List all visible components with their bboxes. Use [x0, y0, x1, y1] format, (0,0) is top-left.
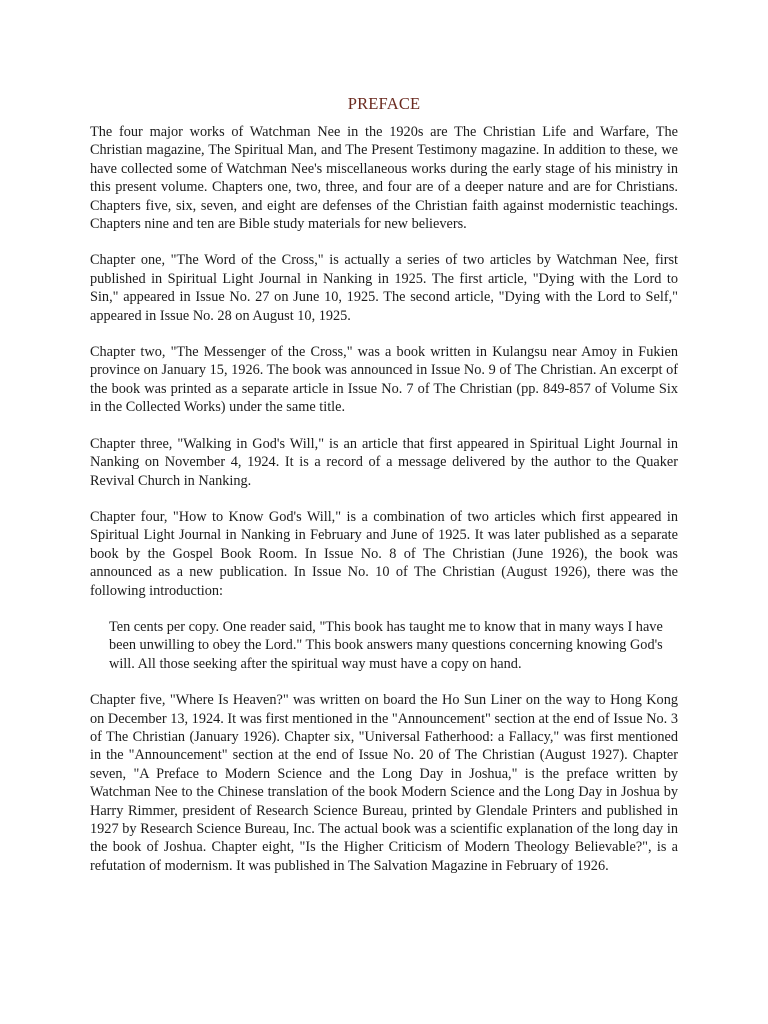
- paragraph-intro: The four major works of Watchman Nee in the 1920s are The Christian Life and Warfare, The Christian magazine, The Spiritual Man, and The Present Testimony magazine. In addition to these, we have collected some of Watchman Nee's miscellaneous works during the early stage of his ministry in this present volume. Chapters one, two, three, and four are of a deeper nature and are for Christians. Chapters five, six, seven, and eight are defenses of the Christian faith against modernistic teachings. Chapters nine and ten are Bible study materials for new believers.: [90, 124, 678, 233]
- paragraph-chapter-one: Chapter one, "The Word of the Cross," is actually a series of two articles by Watchman Nee, first published in Spiritual Light Journal in Nanking in 1925. The first article, "Dying with the Lord to Sin," appeared in Issue No. 27 on June 10, 1925. The second article, "Dying with the Lord to Self," appeared in Issue No. 28 on August 10, 1925.: [90, 252, 678, 324]
- paragraph-chapter-three: Chapter three, "Walking in God's Will," is an article that first appeared in Spiritual Light Journal in Nanking on November 4, 1924. It is a record of a message delivered by the author to the Quaker Revival Church in Nanking.: [90, 435, 678, 489]
- document-page: [90, 92, 678, 893]
- paragraph-chapter-four: Chapter four, "How to Know God's Will," is a combination of two articles which first appeared in Spiritual Light Journal in Nanking in February and June of 1925. It was later published as a separate book by the Gospel Book Room. In Issue No. 8 of The Christian (June 1926), the book was announced as a new publication. In Issue No. 10 of The Christian (August 1926), there was the following introduction:: [90, 508, 678, 599]
- block-quote: Ten cents per copy. One reader said, "This book has taught me to know that in many ways I have been unwilling to obey the Lord." This book answers many questions concerning knowing God's will. All those seeking after the spiritual way must have a copy on hand.: [109, 618, 663, 672]
- paragraph-chapters-five-to-eight: Chapter five, "Where Is Heaven?" was written on board the Ho Sun Liner on the way to Hong Kong on December 13, 1924. It was first mentioned in the "Announcement" section at the end of Issue No. 3 of The Christian (January 1926). Chapter six, "Universal Fatherhood: a Fallacy," was first mentioned in the "Announcement" section at the end of Issue No. 20 of The Christian (August 1927). Chapter seven, "A Preface to Modern Science and the Long Day in Joshua," is the preface written by Watchman Nee to the Chinese translation of the book Modern Science and the Long Day in Joshua by Harry Rimmer, president of Research Science Bureau, printed by Glendale Printers and published in 1927 by Research Science Bureau, Inc. The actual book was a scientific explanation of the long day in the book of Joshua. Chapter eight, "Is the Higher Criticism of Modern Theology Believable?", is a refutation of modernism. It was published in The Salvation Magazine in February of 1926.: [90, 692, 678, 874]
- page-title: PREFACE: [347, 94, 421, 113]
- paragraph-chapter-two: Chapter two, "The Messenger of the Cross," was a book written in Kulangsu near Amoy in Fukien province on January 15, 1926. The book was announced in Issue No. 9 of The Christian. An excerpt of the book was printed as a separate article in Issue No. 7 of The Christian (pp. 849-857 of Volume Six in the Collected Works) under the same title.: [90, 344, 678, 416]
